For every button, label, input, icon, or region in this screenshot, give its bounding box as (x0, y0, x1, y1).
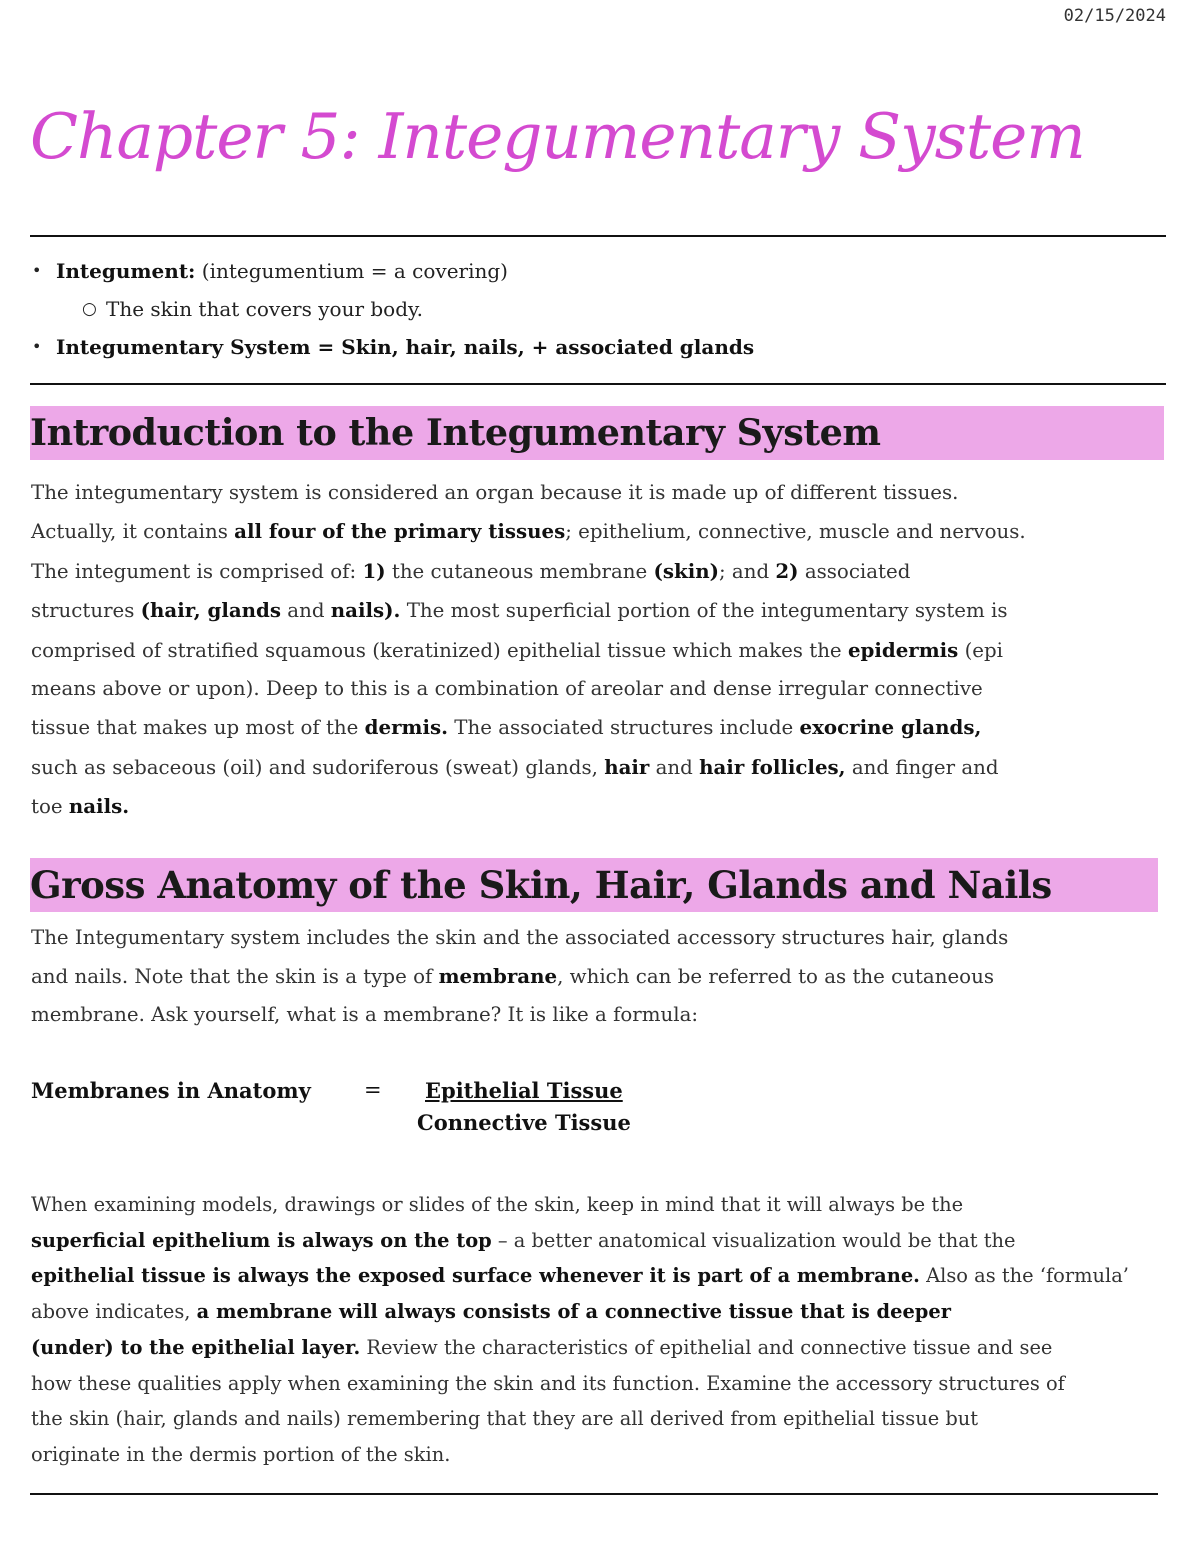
text-line: how these qualities apply when examining the skin and its function. Examine the accessory structures of (31, 1371, 1065, 1395)
term-integumentary-system: Integumentary System = Skin, hair, nails, + associated glands (56, 335, 755, 359)
formula-denominator: Connective Tissue (417, 1110, 631, 1135)
formula-numerator: Epithelial Tissue (425, 1078, 623, 1103)
formula-equals: = (364, 1078, 382, 1102)
hollow-bullet-icon: ○ (82, 299, 97, 319)
term-integument: Integument: (56, 259, 196, 283)
gross-anatomy-body-paragraph (31, 1187, 1171, 1473)
text-line: means above or upon). Deep to this is a combination of areolar and dense irregular connective (31, 677, 983, 701)
definition-list (30, 252, 1160, 366)
text-line: The Integumentary system includes the skin and the associated accessory structures hair, glands (31, 926, 1009, 949)
subitem-text: The skin that covers your body. (106, 297, 424, 321)
text-line: The integumentary system is considered an organ because it is made up of different tissues. (31, 481, 959, 504)
list-item (30, 252, 1160, 290)
gross-anatomy-intro-paragraph (31, 919, 1171, 1034)
text-line: The integument is comprised of: 1) the cutaneous membrane (skin); and 2) associated (31, 558, 911, 583)
text-line: Actually, it contains all four of the primary tissues; epithelium, connective, muscle and nervous. (31, 519, 1026, 544)
introduction-paragraph (31, 474, 1171, 827)
text-line: and nails. Note that the skin is a type of membrane, which can be referred to as the cutaneous (31, 964, 994, 988)
text-line: comprised of stratified squamous (keratinized) epithelial tissue which makes the epidermis (epi (31, 637, 1003, 662)
text-line: tissue that makes up most of the dermis. The associated structures include exocrine glands, (31, 715, 982, 740)
date-stamp: 02/15/2024 (1063, 6, 1166, 26)
list-subitem (30, 290, 1160, 328)
text-line: membrane. Ask yourself, what is a membrane? It is like a formula: (31, 1003, 699, 1026)
text-line: structures (hair, glands and nails). The most superficial portion of the integumentary system is (31, 598, 1008, 623)
formula-label: Membranes in Anatomy (31, 1078, 311, 1103)
page-title: Chapter 5: Integumentary System (30, 100, 1085, 173)
text-line: epithelial tissue is always the exposed surface whenever it is part of a membrane. Also as the ‘formula’ (31, 1264, 1129, 1288)
text-line: toe nails. (31, 794, 130, 819)
term-integument-definition: (integumentium = a covering) (195, 259, 508, 283)
section-heading-introduction: Introduction to the Integumentary System (30, 406, 1164, 460)
text-line: originate in the dermis portion of the skin. (31, 1442, 451, 1466)
text-line: such as sebaceous (oil) and sudoriferous (sweat) glands, hair and hair follicles, and finger and (31, 754, 999, 779)
list-item (30, 328, 1160, 366)
bullet-icon: • (32, 337, 42, 356)
divider-middle (30, 383, 1166, 385)
divider-bottom (30, 1493, 1158, 1495)
membrane-formula (31, 1078, 731, 1148)
text-line: superficial epithelium is always on the top – a better anatomical visualization would be that the (31, 1228, 1016, 1252)
text-line: (under) to the epithelial layer. Review the characteristics of epithelial and connective tissue and see (31, 1335, 1053, 1359)
text-line: above indicates, a membrane will always consists of a connective tissue that is deeper (31, 1300, 951, 1324)
section-heading-gross-anatomy: Gross Anatomy of the Skin, Hair, Glands and Nails (30, 858, 1158, 912)
bullet-icon: • (32, 261, 42, 280)
text-line: the skin (hair, glands and nails) remembering that they are all derived from epithelial tissue but (31, 1407, 979, 1431)
text-line: When examining models, drawings or slides of the skin, keep in mind that it will always be the (31, 1193, 964, 1216)
divider-top (30, 235, 1166, 237)
